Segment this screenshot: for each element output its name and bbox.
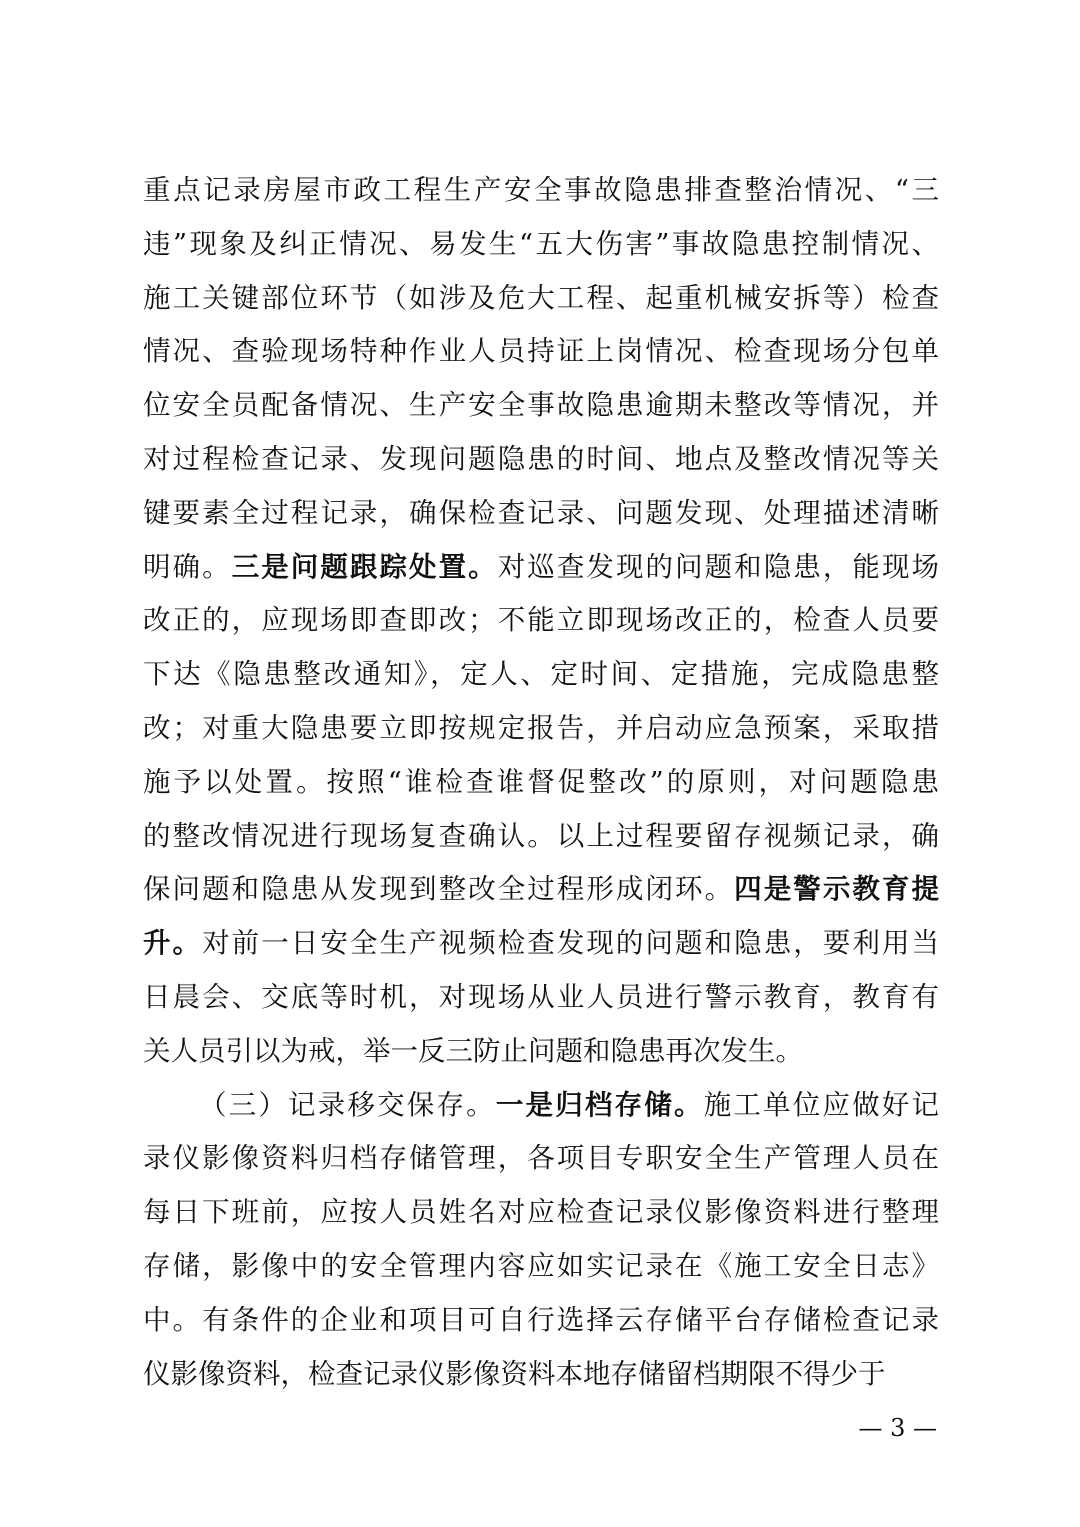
text-segment: 对前一日安全生产视频检查发现的问题和隐患，要利用当 xyxy=(202,927,940,960)
text-line xyxy=(143,756,939,810)
text-line xyxy=(143,487,939,541)
text-segment: 仪影像资料，检查记录仪影像资料本地存储留档期限不得少于 xyxy=(143,1357,886,1390)
text-segment: 关人员引以为戒，举一反三防止问题和隐患再次发生。 xyxy=(143,1034,803,1067)
bold-heading-text: 三是问题跟踪处置。 xyxy=(231,550,498,583)
text-segment: 键要素全过程记录，确保检查记录、问题发现、处理描述清晰 xyxy=(143,496,939,529)
page-number: — 3 — xyxy=(858,1414,937,1442)
text-segment: 改正的，应现场即查即改；不能立即现场改正的，检查人员要 xyxy=(143,604,939,637)
text-line xyxy=(143,863,939,917)
text-segment: 录仪影像资料归档存储管理，各项目专职安全生产管理人员在 xyxy=(143,1142,939,1175)
text-line xyxy=(143,971,939,1025)
text-segment: 重点记录房屋市政工程生产安全事故隐患排查整治情况、“三 xyxy=(143,174,939,206)
body-text xyxy=(143,164,939,1401)
bold-heading-text: 升。 xyxy=(143,927,203,960)
text-segment: 施工关键部位环节（如涉及危大工程、起重机械安拆等）检查 xyxy=(143,281,939,314)
text-segment: 保问题和隐患从发现到整改全过程形成闭环。 xyxy=(143,873,735,906)
text-segment: 中。有条件的企业和项目可自行选择云存储平台存储检查记录 xyxy=(143,1303,939,1336)
bold-heading-text: 四是警示教育提 xyxy=(734,873,940,906)
text-line xyxy=(143,648,939,702)
text-segment: 日晨会、交底等时机，对现场从业人员进行警示教育，教育有 xyxy=(143,980,939,1013)
text-segment: （三）记录移交保存。 xyxy=(199,1088,496,1121)
text-line xyxy=(143,541,939,595)
text-line xyxy=(143,1294,939,1348)
text-line xyxy=(143,702,939,756)
text-segment: 每日下班前，应按人员姓名对应检查记录仪影像资料进行整理 xyxy=(143,1196,939,1229)
text-line xyxy=(143,1240,939,1294)
text-line xyxy=(143,1348,939,1402)
text-line xyxy=(143,917,939,971)
text-segment: 施予以处置。按照“谁检查谁督促整改”的原则，对问题隐患 xyxy=(143,765,939,798)
text-segment: 的整改情况进行现场复查确认。以上过程要留存视频记录，确 xyxy=(143,819,939,852)
text-line xyxy=(143,1132,939,1186)
text-segment: 违”现象及纠正情况、易发生“五大伤害”事故隐患控制情况、 xyxy=(143,227,939,260)
text-segment: 明确。 xyxy=(143,550,232,583)
bold-heading-text: 一是归档存储。 xyxy=(495,1088,704,1121)
text-segment: 存储，影像中的安全管理内容应如实记录在《施工安全日志》 xyxy=(143,1249,939,1282)
text-segment: 位安全员配备情况、生产安全事故隐患逾期未整改等情况，并 xyxy=(143,389,939,422)
text-segment: 改；对重大隐患要立即按规定报告，并启动应急预案，采取措 xyxy=(143,711,939,744)
text-line xyxy=(143,164,939,218)
text-line xyxy=(143,1186,939,1240)
text-line xyxy=(143,433,939,487)
text-line xyxy=(143,325,939,379)
text-line xyxy=(143,218,939,272)
text-segment: 下达《隐患整改通知》，定人、定时间、定措施，完成隐患整 xyxy=(143,658,939,691)
text-segment: 对巡查发现的问题和隐患，能现场 xyxy=(497,550,940,583)
text-segment: 施工单位应做好记 xyxy=(703,1088,939,1121)
text-line xyxy=(143,594,939,648)
text-segment: 情况、查验现场特种作业人员持证上岗情况、检查现场分包单 xyxy=(143,335,939,368)
text-line xyxy=(143,810,939,864)
text-line xyxy=(143,1025,939,1079)
text-line xyxy=(143,272,939,326)
text-segment: 对过程检查记录、发现问题隐患的时间、地点及整改情况等关 xyxy=(143,442,939,475)
text-line xyxy=(143,1079,939,1133)
text-line xyxy=(143,379,939,433)
